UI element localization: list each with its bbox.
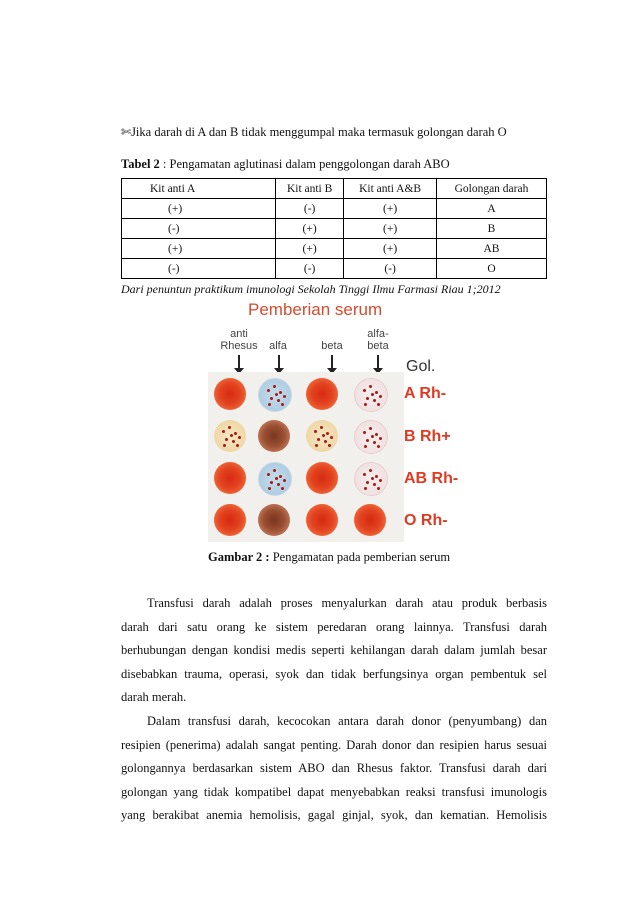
scissors-icon: ✄ xyxy=(121,125,132,139)
paragraph-2 xyxy=(121,710,547,828)
serum-well xyxy=(258,420,290,452)
serum-well xyxy=(306,504,338,536)
agglutination-speck xyxy=(364,403,367,406)
intro-line xyxy=(121,125,507,140)
intro-text: Jika darah di A dan B tidak menggumpal maka termasuk golongan darah O xyxy=(131,125,507,139)
agglutination-speck xyxy=(377,445,380,448)
row-label-b-rh-pos: B Rh+ xyxy=(404,428,451,445)
agglutination-speck xyxy=(366,439,369,442)
paragraph-line: berhubungan dengan kondisi medis seperti kehilangan darah dalam jumlah besar xyxy=(121,643,547,658)
agglutination-speck xyxy=(324,440,327,443)
column-label-line: Rhesus xyxy=(220,340,258,352)
paragraph-line: disebabkan trauma, operasi, syok dan tidak berfungsinya organ pembentuk sel xyxy=(121,666,547,681)
agglutination-speck xyxy=(363,389,366,392)
arrow-down-icon xyxy=(331,355,333,369)
agglutination-speck xyxy=(369,469,372,472)
row-label-ab-rh-neg: AB Rh- xyxy=(404,470,459,487)
table-cell: (-) xyxy=(122,219,276,239)
table-cell: (+) xyxy=(122,199,276,219)
agglutination-speck xyxy=(363,473,366,476)
column-label-beta: beta xyxy=(321,340,343,352)
paragraph-line: yang berakibat anemia hemolisis, gagal ginjal, syok, dan kematian. Hemolisis xyxy=(121,808,547,823)
table-caption-text: : Pengamatan aglutinasi dalam penggolongan darah ABO xyxy=(159,157,450,171)
agglutination-speck xyxy=(273,385,276,388)
agglutination-speck xyxy=(375,391,378,394)
paragraph-line: golongannya berdasarkan sistem ABO dan Rhesus faktor. Transfusi darah dari xyxy=(121,761,547,776)
agglutination-speck xyxy=(270,397,273,400)
arrow-down-icon xyxy=(238,355,240,369)
agglutination-speck xyxy=(268,403,271,406)
serum-well xyxy=(214,504,246,536)
agglutination-speck xyxy=(379,395,382,398)
row-label-a-rh-neg: A Rh- xyxy=(404,385,447,402)
source-note: Dari penuntun praktikum imunologi Sekolah Tinggi Ilmu Farmasi Riau 1;2012 xyxy=(121,282,501,296)
figure-title: Pemberian serum xyxy=(248,300,383,319)
row-label-o-rh-neg: O Rh- xyxy=(404,512,448,529)
table-cell: (-) xyxy=(276,199,344,219)
agglutination-speck xyxy=(369,385,372,388)
serum-well xyxy=(306,378,338,410)
table-cell: (-) xyxy=(344,259,437,279)
agglutination-speck xyxy=(232,440,235,443)
table-row xyxy=(122,199,547,219)
table-caption xyxy=(121,157,450,172)
agglutination-speck xyxy=(377,487,380,490)
serum-well xyxy=(258,462,292,496)
table-cell: (+) xyxy=(344,239,437,259)
agglutination-speck xyxy=(267,473,270,476)
agglutination-speck xyxy=(366,481,369,484)
agglutination-speck xyxy=(223,444,226,447)
table-header-row xyxy=(122,179,547,199)
table-cell: A xyxy=(436,199,546,219)
paragraph-line: darah dari satu orang ke sistem peredaran orang lainnya. Transfusi darah xyxy=(121,619,547,634)
table-cell: (+) xyxy=(122,239,276,259)
table-row xyxy=(122,219,547,239)
serum-well xyxy=(258,378,292,412)
column-label-line: alfa- xyxy=(367,328,389,340)
agglutination-speck xyxy=(238,436,241,439)
agglutination-speck xyxy=(330,436,333,439)
figure-caption-label: Gambar 2 : xyxy=(208,550,270,564)
group-header: Gol. xyxy=(406,358,436,375)
agglutination-speck xyxy=(283,395,286,398)
agglutination-speck xyxy=(366,397,369,400)
arrow-down-icon xyxy=(278,355,280,369)
paragraph-line: golongan yang tidak kompatibel dapat menyebabkan reaksi transfusi imunologis xyxy=(121,784,547,799)
column-label-anti-rhesus xyxy=(214,328,264,352)
table-row xyxy=(122,239,547,259)
agglutination-speck xyxy=(369,427,372,430)
agglutination-speck xyxy=(314,430,317,433)
paragraph-line: resipien (penerima) adalah sangat penting. Darah donor dan resipien harus sesuai xyxy=(121,737,547,752)
table-cell: (+) xyxy=(344,199,437,219)
agglutination-speck xyxy=(315,444,318,447)
agglutination-speck xyxy=(373,399,376,402)
table-cell: B xyxy=(436,219,546,239)
serum-well xyxy=(354,420,388,454)
serum-well xyxy=(214,462,246,494)
paragraph-1 xyxy=(121,592,547,710)
agglutination-speck xyxy=(270,481,273,484)
column-label-line: anti xyxy=(230,328,248,340)
agglutination-speck xyxy=(373,483,376,486)
agglutination-speck xyxy=(364,487,367,490)
agglutination-speck xyxy=(373,441,376,444)
serum-well xyxy=(214,378,246,410)
serum-well xyxy=(214,420,246,452)
paragraph-line: darah merah. xyxy=(121,690,187,705)
serum-well xyxy=(354,462,388,496)
table-cell: (-) xyxy=(122,259,276,279)
header-cell: Golongan darah xyxy=(436,179,546,199)
agglutination-speck xyxy=(275,477,278,480)
agglutination-speck xyxy=(234,432,237,435)
agglutination-speck xyxy=(328,444,331,447)
agglutination-speck xyxy=(277,399,280,402)
agglutination-speck xyxy=(230,434,233,437)
table-cell: (+) xyxy=(276,219,344,239)
arrow-down-icon xyxy=(377,355,379,369)
agglutination-speck xyxy=(281,403,284,406)
serum-well xyxy=(258,504,290,536)
table-row xyxy=(122,259,547,279)
agglutination-speck xyxy=(317,438,320,441)
agglutination-speck xyxy=(273,469,276,472)
agglutination-speck xyxy=(379,437,382,440)
serum-figure xyxy=(200,300,478,542)
well-plate xyxy=(208,372,404,542)
agglutination-speck xyxy=(371,393,374,396)
agglutination-speck xyxy=(375,433,378,436)
agglutination-speck xyxy=(371,435,374,438)
serum-well xyxy=(306,462,338,494)
agglutination-speck xyxy=(363,431,366,434)
agglutination-speck xyxy=(379,479,382,482)
agglutination-speck xyxy=(364,445,367,448)
table-cell: O xyxy=(436,259,546,279)
table-cell: (+) xyxy=(276,239,344,259)
column-label-alfa: alfa xyxy=(269,340,287,352)
agglutination-speck xyxy=(267,389,270,392)
agglutination-speck xyxy=(236,444,239,447)
agglutination-speck xyxy=(275,393,278,396)
agglutination-speck xyxy=(375,475,378,478)
agglutination-speck xyxy=(377,403,380,406)
agglutination-speck xyxy=(281,487,284,490)
agglutination-speck xyxy=(279,475,282,478)
agglutination-speck xyxy=(279,391,282,394)
agglutination-speck xyxy=(268,487,271,490)
figure-caption xyxy=(208,550,450,565)
table-cell: AB xyxy=(436,239,546,259)
agglutination-speck xyxy=(326,432,329,435)
header-cell: Kit anti B xyxy=(276,179,344,199)
serum-well xyxy=(306,420,338,452)
header-cell: Kit anti A&B xyxy=(344,179,437,199)
agglutination-speck xyxy=(225,438,228,441)
agglutination-speck xyxy=(371,477,374,480)
agglutination-speck xyxy=(277,483,280,486)
agglutination-table xyxy=(121,178,547,279)
column-label-line: beta xyxy=(367,340,389,352)
agglutination-speck xyxy=(283,479,286,482)
agglutination-speck xyxy=(228,426,231,429)
agglutination-speck xyxy=(320,426,323,429)
column-label-alfa-beta xyxy=(358,328,398,352)
table-cell: (-) xyxy=(276,259,344,279)
agglutination-speck xyxy=(222,430,225,433)
figure-caption-text: Pengamatan pada pemberian serum xyxy=(269,550,451,564)
serum-well xyxy=(354,378,388,412)
paragraph-line: Transfusi darah adalah proses menyalurkan darah atau produk berbasis xyxy=(147,596,547,610)
table-cell: (+) xyxy=(344,219,437,239)
paragraph-line: Dalam transfusi darah, kecocokan antara darah donor (penyumbang) dan xyxy=(147,714,547,728)
header-cell: Kit anti A xyxy=(122,179,276,199)
serum-well xyxy=(354,504,386,536)
agglutination-speck xyxy=(322,434,325,437)
table-caption-label: Tabel 2 xyxy=(121,157,160,171)
